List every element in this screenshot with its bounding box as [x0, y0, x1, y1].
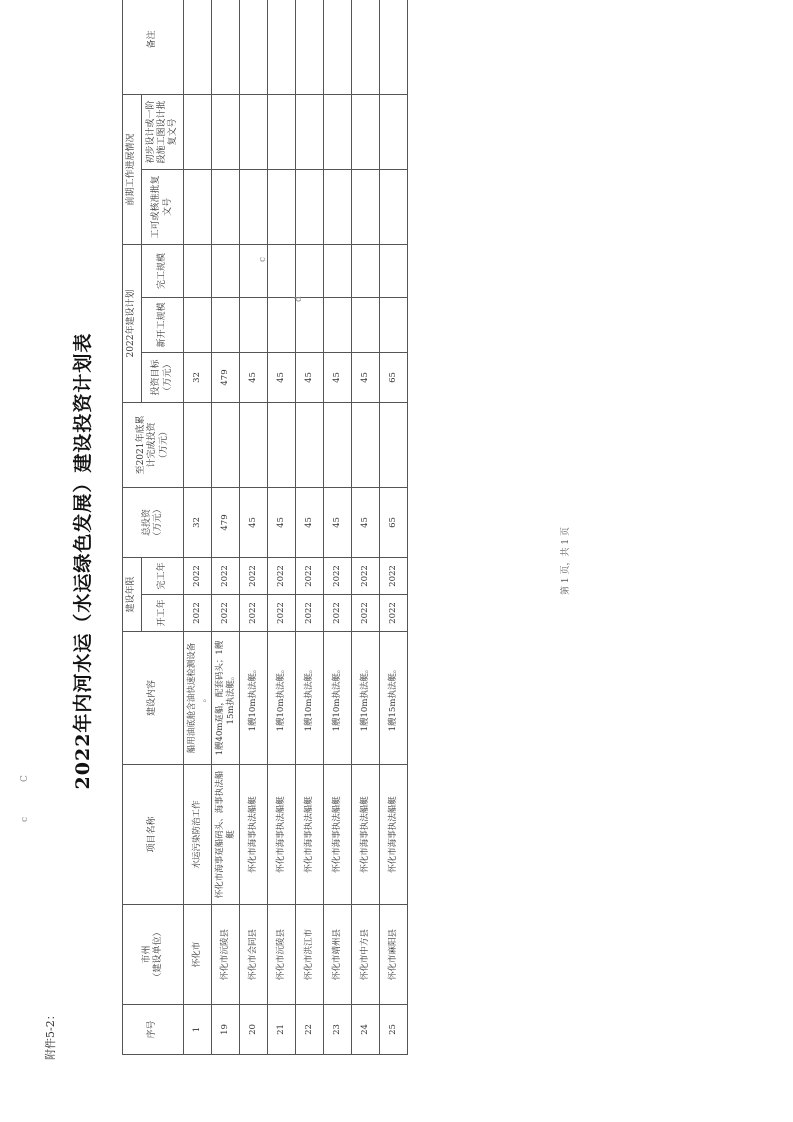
cell-feasibility: [240, 169, 268, 244]
cell-new-start-scale: [352, 297, 380, 352]
cell-end-year: 2022: [296, 557, 324, 594]
scan-mark: d: [294, 296, 304, 302]
cell-project: 怀化市海事执法船艇: [324, 765, 352, 905]
cell-remarks: [268, 0, 296, 94]
cell-complete-scale: [212, 244, 240, 297]
header-start-year: 开工年: [142, 595, 184, 632]
cell-invest-target: 65: [380, 352, 408, 402]
cell-start-year: 2022: [324, 595, 352, 632]
cell-complete-scale: [324, 244, 352, 297]
cell-cumulative: [268, 402, 296, 487]
cell-content: 1艘10m执法艇。: [296, 632, 324, 765]
cell-complete-scale: [352, 244, 380, 297]
header-total-investment: 总投资 （万元）: [123, 487, 184, 557]
cell-seq: 20: [240, 1005, 268, 1055]
header-period: 建设年限: [123, 557, 142, 631]
cell-start-year: 2022: [352, 595, 380, 632]
cell-invest-target: 45: [324, 352, 352, 402]
cell-start-year: 2022: [296, 595, 324, 632]
cell-start-year: 2022: [380, 595, 408, 632]
cell-start-year: 2022: [212, 595, 240, 632]
cell-design-approval: [212, 94, 240, 169]
table-body: [184, 0, 408, 1055]
cell-total-investment: 65: [380, 487, 408, 557]
header-complete-scale: 完工规模: [142, 244, 184, 297]
cell-design-approval: [380, 94, 408, 169]
cell-design-approval: [296, 94, 324, 169]
cell-project: 怀化市海事执法船艇: [240, 765, 268, 905]
cell-start-year: 2022: [240, 595, 268, 632]
cell-seq: 23: [324, 1005, 352, 1055]
cell-project: 怀化市海事趸船码头、海事执法船艇: [212, 765, 240, 905]
cell-invest-target: 45: [296, 352, 324, 402]
cell-project: 怀化市海事执法船艇: [296, 765, 324, 905]
cell-complete-scale: [240, 244, 268, 297]
cell-remarks: [296, 0, 324, 94]
cell-content: 1艘15m执法艇。: [380, 632, 408, 765]
cell-content: 船用油底舱含油快速检测设备 。: [184, 632, 212, 765]
header-end-year: 完工年: [142, 557, 184, 594]
cell-remarks: [352, 0, 380, 94]
cell-total-investment: 45: [296, 487, 324, 557]
header-remarks: 备注: [123, 0, 184, 94]
cell-project: 怀化市海事执法船艇: [268, 765, 296, 905]
table-row: [296, 0, 324, 1055]
cell-unit: 怀化市麻阳县: [380, 905, 408, 1005]
cell-cumulative: [380, 402, 408, 487]
scan-mark: c: [258, 256, 268, 262]
cell-total-investment: 45: [240, 487, 268, 557]
cell-design-approval: [268, 94, 296, 169]
cell-remarks: [212, 0, 240, 94]
header-seq: 序号: [123, 1005, 184, 1055]
cell-new-start-scale: [324, 297, 352, 352]
table-row: [380, 0, 408, 1055]
cell-feasibility: [380, 169, 408, 244]
cell-remarks: [240, 0, 268, 94]
header-cumulative: 至2021年底累 计完成投资 （万元）: [123, 402, 184, 487]
cell-content: 1艘10m执法艇。: [268, 632, 296, 765]
cell-feasibility: [352, 169, 380, 244]
header-new-start-scale: 新开工规模: [142, 297, 184, 352]
cell-remarks: [184, 0, 212, 94]
cell-seq: 22: [296, 1005, 324, 1055]
cell-feasibility: [268, 169, 296, 244]
table-row: [268, 0, 296, 1055]
cell-end-year: 2022: [324, 557, 352, 594]
document-title: 2022年内河水运（水运绿色发展）建设投资计划表: [72, 332, 94, 790]
cell-design-approval: [240, 94, 268, 169]
table-row: [240, 0, 268, 1055]
cell-cumulative: [240, 402, 268, 487]
cell-new-start-scale: [184, 297, 212, 352]
cell-invest-target: 479: [212, 352, 240, 402]
investment-plan-table: [122, 0, 408, 1055]
cell-end-year: 2022: [380, 557, 408, 594]
cell-cumulative: [296, 402, 324, 487]
cell-feasibility: [324, 169, 352, 244]
cell-end-year: 2022: [184, 557, 212, 594]
cell-project: 水运污染防治工作: [184, 765, 212, 905]
cell-new-start-scale: [380, 297, 408, 352]
table-row: [352, 0, 380, 1055]
cell-end-year: 2022: [240, 557, 268, 594]
table-row: [324, 0, 352, 1055]
cell-seq: 21: [268, 1005, 296, 1055]
cell-invest-target: 45: [268, 352, 296, 402]
header-design-approval: 初步设计或一阶 段施工图设计批 复文号: [142, 94, 184, 169]
cell-remarks: [380, 0, 408, 94]
cell-project: 怀化市海事执法船艇: [352, 765, 380, 905]
cell-unit: 怀化市会同县: [240, 905, 268, 1005]
header-plan-2022: 2022年建设计划: [123, 244, 142, 402]
cell-end-year: 2022: [352, 557, 380, 594]
cell-total-investment: 45: [268, 487, 296, 557]
cell-design-approval: [184, 94, 212, 169]
cell-total-investment: 479: [212, 487, 240, 557]
cell-seq: 24: [352, 1005, 380, 1055]
header-invest-target: 投资目标 （万元）: [142, 352, 184, 402]
cell-invest-target: 45: [352, 352, 380, 402]
header-project: 项目名称: [123, 765, 184, 905]
cell-content: 1艘10m执法艇。: [352, 632, 380, 765]
cell-unit: 怀化市: [184, 905, 212, 1005]
header-content: 建设内容: [123, 632, 184, 765]
header-prelim-work: 前期工作进展情况: [123, 94, 142, 244]
cell-unit: 怀化市洪江市: [296, 905, 324, 1005]
cell-feasibility: [212, 169, 240, 244]
cell-invest-target: 32: [184, 352, 212, 402]
cell-new-start-scale: [240, 297, 268, 352]
scan-mark: c: [20, 816, 30, 822]
cell-content: 1艘10m执法艇。: [324, 632, 352, 765]
table-row: [184, 0, 212, 1055]
cell-end-year: 2022: [212, 557, 240, 594]
cell-content: 1艘40m趸船，配套码头；1艘 15m执法艇。: [212, 632, 240, 765]
cell-unit: 怀化市沅陵县: [268, 905, 296, 1005]
cell-cumulative: [324, 402, 352, 487]
cell-seq: 25: [380, 1005, 408, 1055]
cell-complete-scale: [296, 244, 324, 297]
cell-total-investment: 45: [324, 487, 352, 557]
cell-unit: 怀化市靖州县: [324, 905, 352, 1005]
cell-seq: 1: [184, 1005, 212, 1055]
cell-complete-scale: [184, 244, 212, 297]
cell-cumulative: [352, 402, 380, 487]
cell-complete-scale: [268, 244, 296, 297]
cell-end-year: 2022: [268, 557, 296, 594]
cell-feasibility: [184, 169, 212, 244]
cell-design-approval: [324, 94, 352, 169]
cell-design-approval: [352, 94, 380, 169]
header-unit: 市州 （建设单位）: [123, 905, 184, 1005]
cell-new-start-scale: [268, 297, 296, 352]
cell-start-year: 2022: [184, 595, 212, 632]
cell-project: 怀化市海事执法船艇: [380, 765, 408, 905]
cell-new-start-scale: [296, 297, 324, 352]
cell-remarks: [324, 0, 352, 94]
cell-complete-scale: [380, 244, 408, 297]
cell-content: 1艘10m执法艇。: [240, 632, 268, 765]
cell-start-year: 2022: [268, 595, 296, 632]
attachment-label: 附件5-2：: [44, 1009, 57, 1060]
scan-mark: C: [20, 775, 30, 782]
cell-total-investment: 32: [184, 487, 212, 557]
header-feasibility: 工可或核准批复 文号: [142, 169, 184, 244]
cell-unit: 怀化市沅陵县: [212, 905, 240, 1005]
cell-invest-target: 45: [240, 352, 268, 402]
page-footer: 第 1 页，共 1 页: [561, 527, 571, 595]
cell-new-start-scale: [212, 297, 240, 352]
cell-feasibility: [296, 169, 324, 244]
table-row: [212, 0, 240, 1055]
cell-cumulative: [184, 402, 212, 487]
cell-unit: 怀化市中方县: [352, 905, 380, 1005]
cell-seq: 19: [212, 1005, 240, 1055]
cell-cumulative: [212, 402, 240, 487]
cell-total-investment: 45: [352, 487, 380, 557]
